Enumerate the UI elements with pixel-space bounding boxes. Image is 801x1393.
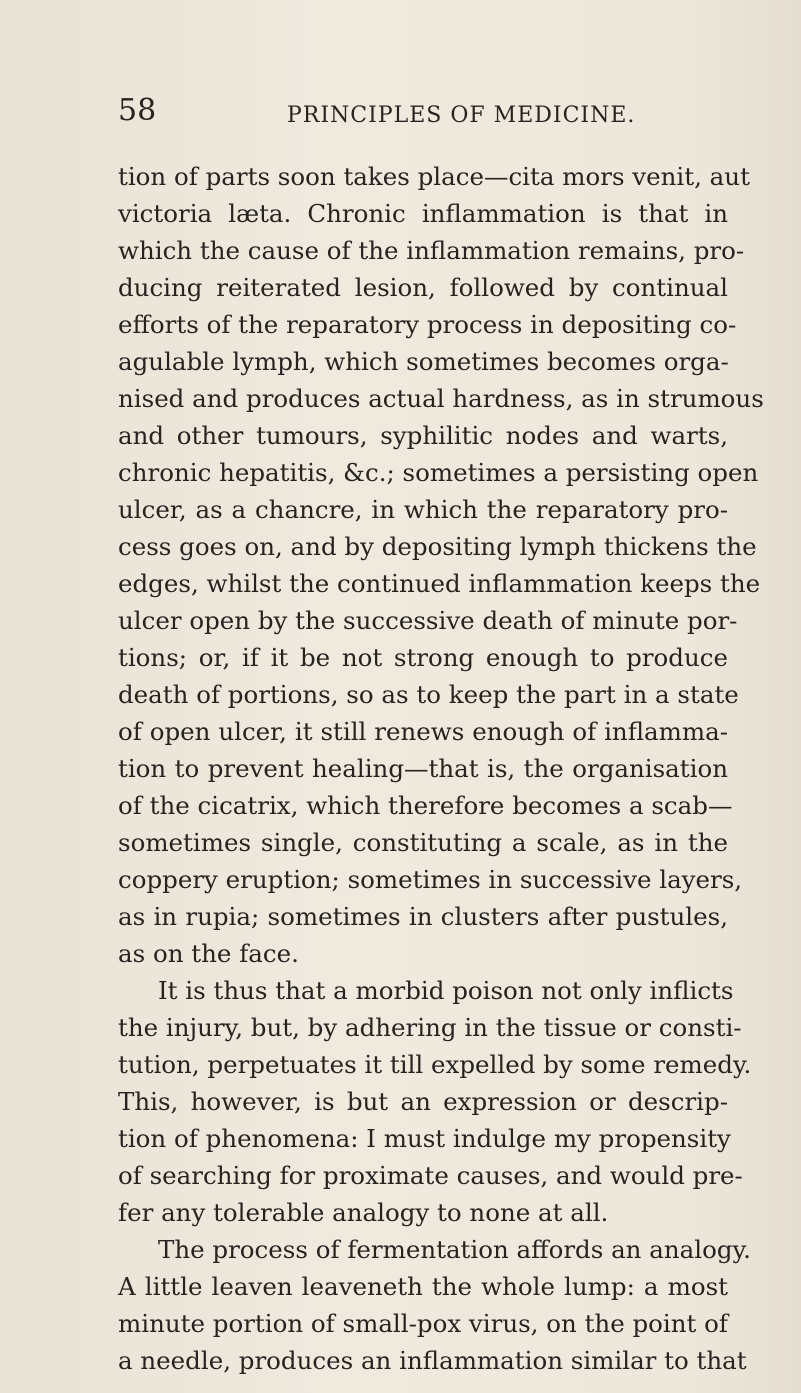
- paragraph-3: [118, 1231, 751, 1379]
- text-line: coppery eruption; sometimes in successive layers,: [118, 865, 743, 894]
- text-line: ulcer, as a chancre, in which the reparatory pro-: [118, 495, 728, 524]
- text-line: as in rupia; sometimes in clusters after pustules,: [118, 902, 728, 931]
- text-line: The process of fermentation affords an analogy.: [158, 1235, 751, 1264]
- text-line: A little leaven leaveneth the whole lump: a most: [118, 1272, 728, 1301]
- text-line: and other tumours, syphilitic nodes and warts,: [118, 421, 728, 450]
- text-line: a needle, produces an inflammation similar to that: [118, 1346, 747, 1375]
- text-line: death of portions, so as to keep the part in a state: [118, 680, 739, 709]
- text-line: ducing reiterated lesion, followed by continual: [118, 273, 728, 302]
- paragraph-2: [118, 972, 752, 1231]
- text-line: This, however, is but an expression or descrip-: [118, 1087, 728, 1116]
- text-line: of searching for proximate causes, and would pre-: [118, 1161, 743, 1190]
- text-line: fer any tolerable analogy to none at all.: [118, 1198, 609, 1227]
- text-line: sometimes single, constituting a scale, as in the: [118, 828, 728, 857]
- text-line: tion of phenomena: I must indulge my propensity: [118, 1124, 731, 1153]
- text-line: It is thus that a morbid poison not only inflicts: [158, 976, 734, 1005]
- text-line: minute portion of small-pox virus, on the point of: [118, 1309, 728, 1338]
- text-line: tion to prevent healing—that is, the organisation: [118, 754, 728, 783]
- text-line: cess goes on, and by depositing lymph thickens the: [118, 532, 757, 561]
- text-line: edges, whilst the continued inflammation keeps the: [118, 569, 761, 598]
- text-line: tution, perpetuates it till expelled by some remedy.: [118, 1050, 752, 1079]
- text-line: tions; or, if it be not strong enough to produce: [118, 643, 728, 672]
- page-number: 58: [118, 93, 157, 128]
- text-line: victoria læta. Chronic inflammation is that in: [118, 199, 728, 228]
- running-title: PRINCIPLES OF MEDICINE.: [287, 103, 636, 128]
- text-line: of open ulcer, it still renews enough of inflamma-: [118, 717, 728, 746]
- text-line: the injury, but, by adhering in the tissue or consti-: [118, 1013, 742, 1042]
- text-line: tion of parts soon takes place—cita mors venit, aut: [118, 162, 750, 191]
- text-line: of the cicatrix, which therefore becomes a scab—: [118, 791, 733, 820]
- text-line: which the cause of the inflammation remains, pro-: [118, 236, 745, 265]
- text-line: ulcer open by the successive death of minute por-: [118, 606, 738, 635]
- text-line: efforts of the reparatory process in depositing co-: [118, 310, 737, 339]
- page-header: [118, 94, 741, 134]
- text-line: chronic hepatitis, &c.; sometimes a persisting open: [118, 458, 759, 487]
- text-line: as on the face.: [118, 939, 299, 968]
- text-line: agulable lymph, which sometimes becomes orga-: [118, 347, 729, 376]
- body-text: [118, 158, 764, 1379]
- paragraph-1: [118, 158, 764, 972]
- text-line: nised and produces actual hardness, as in strumous: [118, 384, 764, 413]
